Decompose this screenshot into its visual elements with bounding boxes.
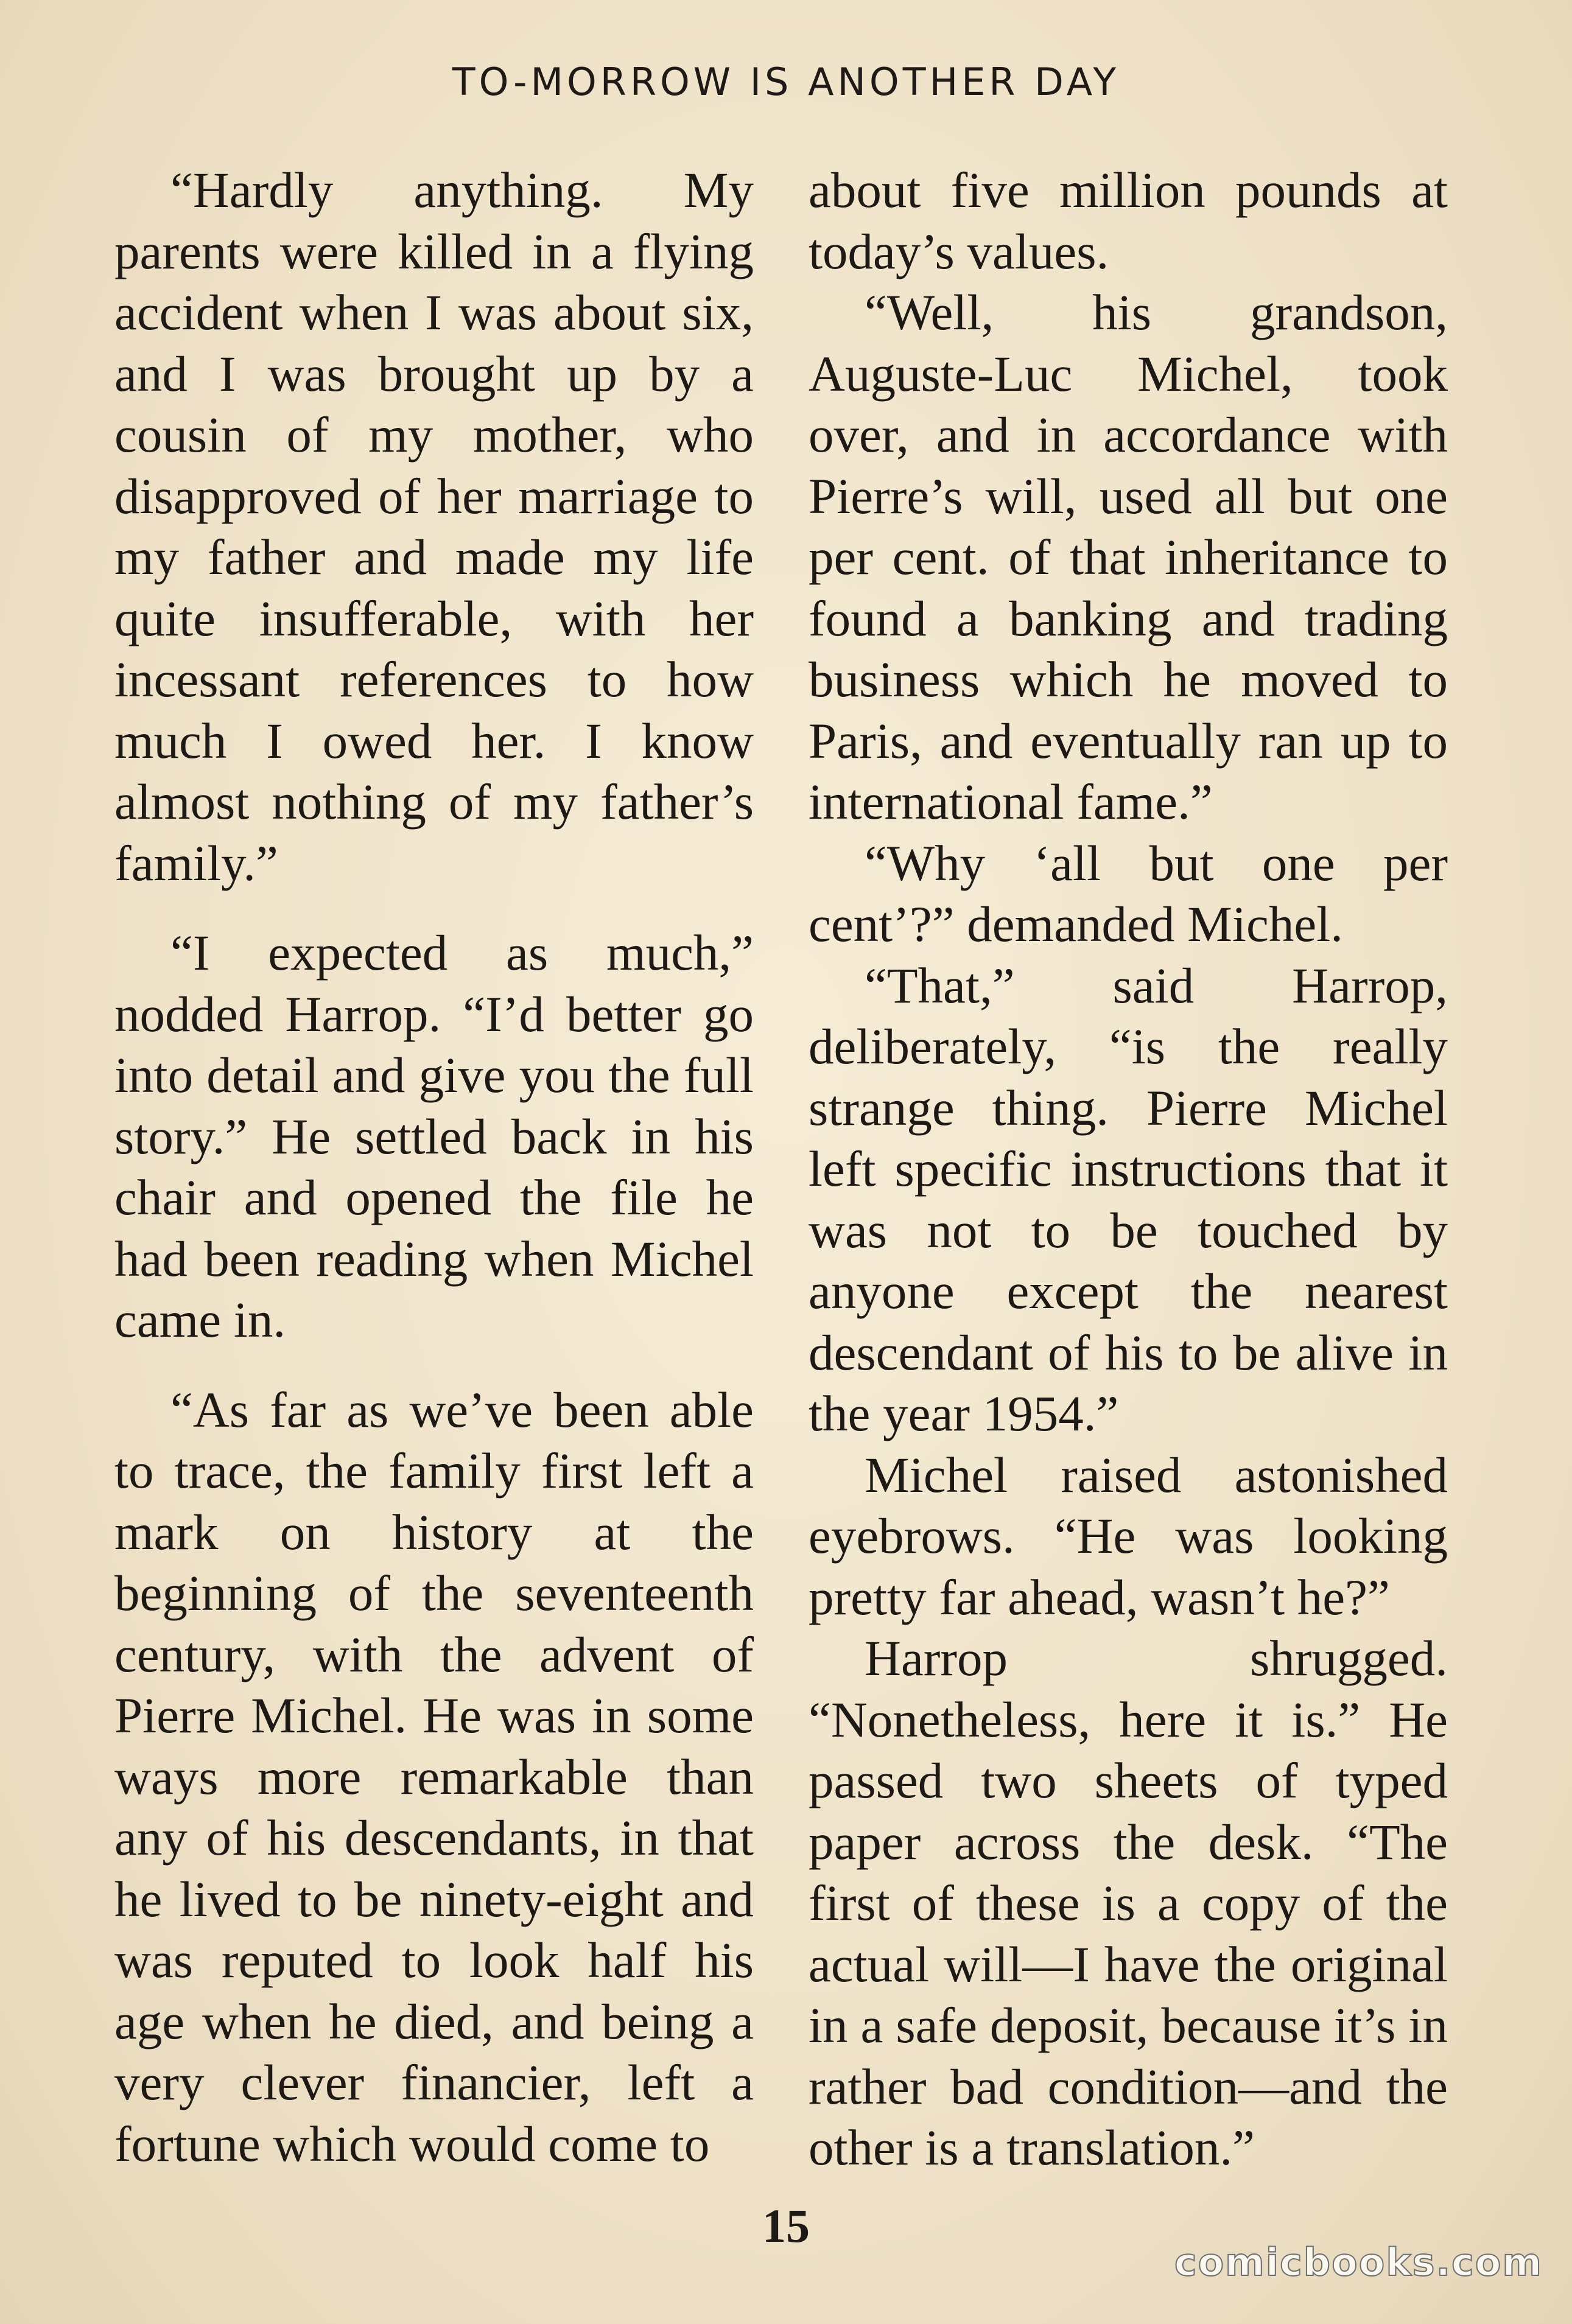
page-number: 15 [762, 2199, 810, 2252]
running-head: TO-MORROW IS ANOTHER DAY [452, 60, 1120, 104]
paragraph: “Well, his grandson, Auguste-Luc Michel, took over, and in accordance with Pierre’s will, used all but one per cent. of that inheritance to found a banking and trading business which he moved to Paris, and eventually ran up to international fame.” [809, 284, 1448, 830]
left-column [114, 159, 754, 2174]
paragraph: “That,” said Harrop, deliberately, “is the really strange thing. Pierre Michel left specific instructions that it was not to be touched by anyone except the nearest descendant of his to be alive in the year 1954.” [809, 957, 1448, 1441]
paragraph: “Why ‘all but one per cent’?” demanded Michel. [809, 835, 1448, 952]
watermark: comicbooks.com [1174, 2240, 1543, 2284]
paragraph: “Hardly anything. My parents were killed in a flying accident when I was about six, and I was brought up by a cousin of my mother, who disapproved of her marriage to my father and made my life quite insufferable, with her incessant references to how much I owed her. I know almost nothing of my father’s family.” [114, 162, 754, 891]
paragraph-continued: about five million pounds at today’s values. [809, 162, 1448, 279]
paragraph: Harrop shrugged. “Nonetheless, here it is.” He passed two sheets of typed paper across the desk. “The first of these is a copy of the actual will—I have the original in a safe deposit, because it’s in rather bad condition—and the other is a translation.” [809, 1630, 1448, 2175]
paragraph: “As far as we’ve been able to trace, the family first left a mark on history at the beginning of the seventeenth century, with the advent of Pierre Michel. He was in some ways more remarkable than any of his descendants, in that he lived to be ninety-eight and was reputed to look half his age when he died, and being a very clever financier, left a fortune which would come to [114, 1381, 754, 2172]
paragraph: “I expected as much,” nodded Harrop. “I’d better go into detail and give you the full story.” He settled back in his chair and opened the file he had been reading when Michel came in. [114, 925, 754, 1348]
right-column [809, 159, 1448, 2179]
paragraph: Michel raised astonished eyebrows. “He was looking pretty far ahead, wasn’t he?” [809, 1446, 1448, 1625]
